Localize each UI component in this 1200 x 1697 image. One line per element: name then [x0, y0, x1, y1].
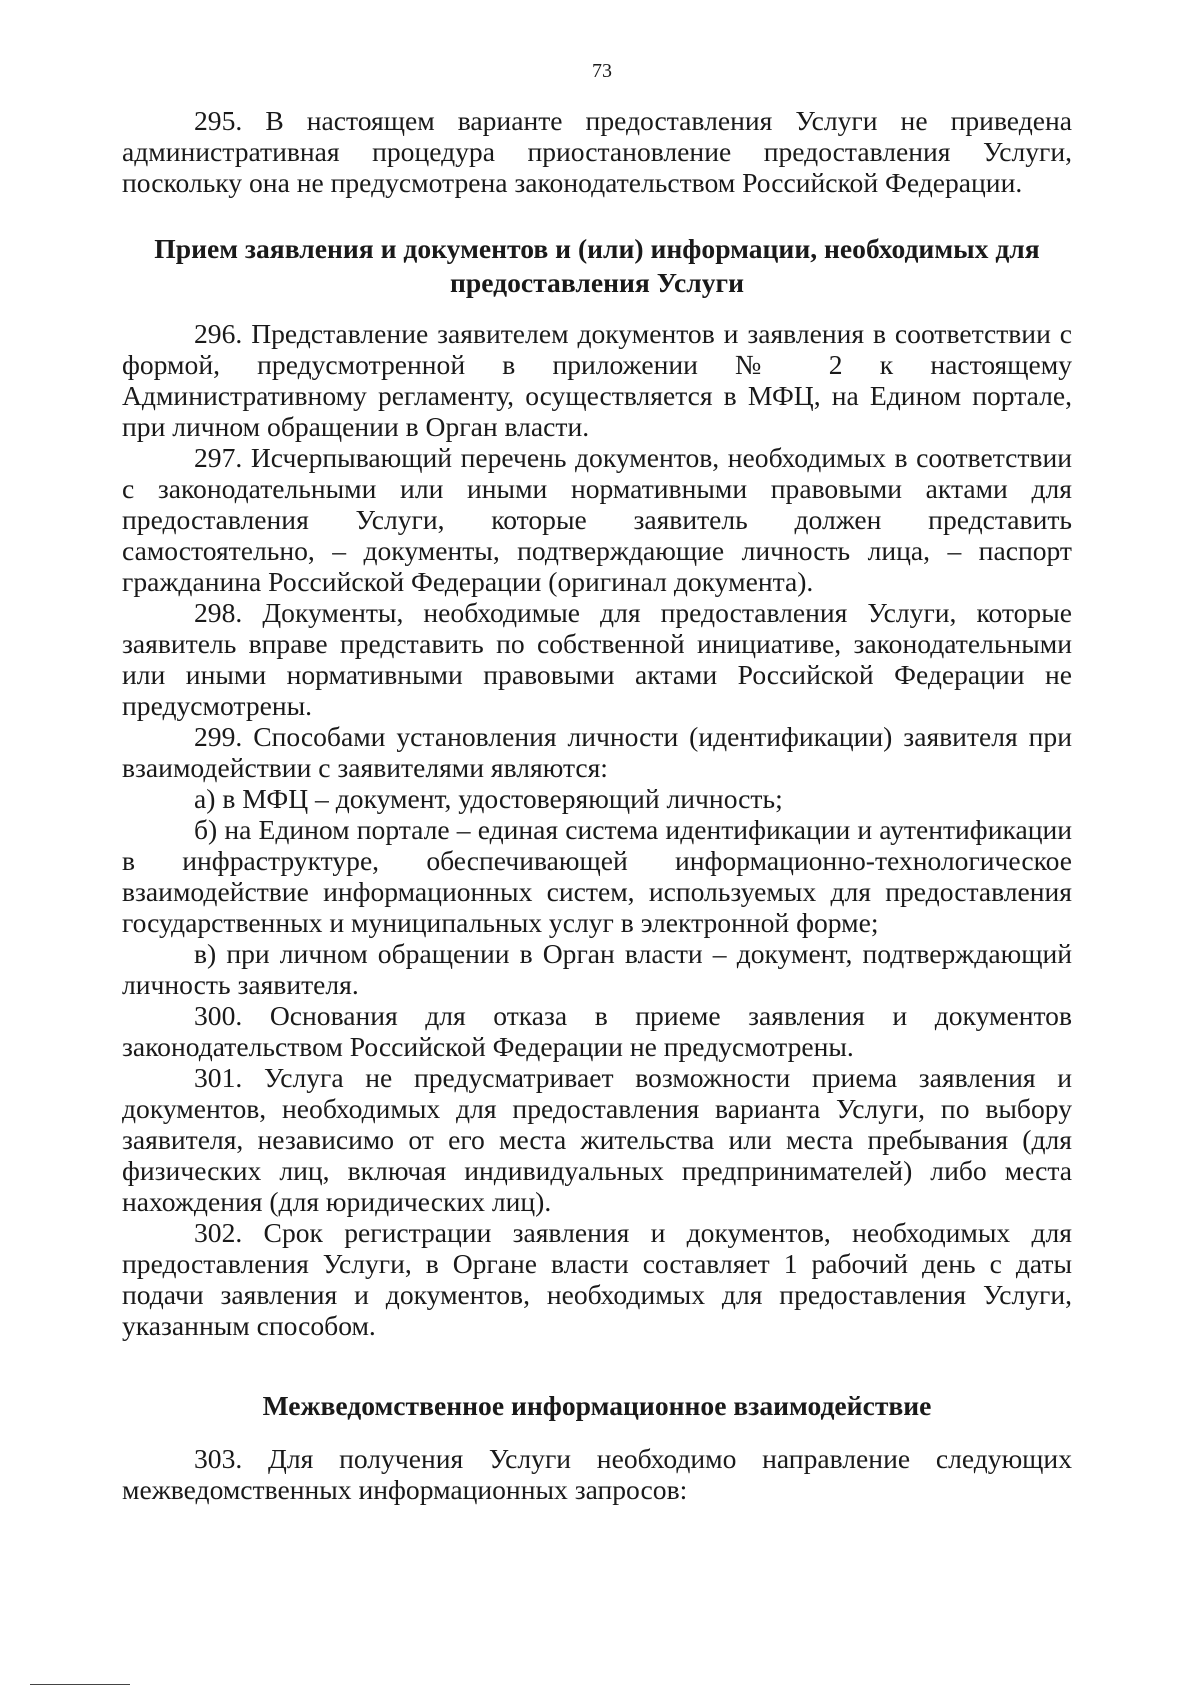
page-number: 73	[592, 60, 612, 82]
paragraph-296: 296. Представление заявителем документов и заявления в соответствии с формой, предусмотренной в приложении № 2 к настоящему Административному регламенту, осуществляется в МФЦ, на Едином портале, при личном обращении в Орган власти.	[122, 318, 1072, 442]
section-heading-reception: Прием заявления и документов и (или) информации, необходимых для предоставления Услуги	[154, 233, 1040, 298]
paragraph-298: 298. Документы, необходимые для предоставления Услуги, которые заявитель вправе представить по собственной инициативе, законодательными или иными нормативными правовыми актами Российской Федерации не предусмотрены.	[122, 597, 1072, 721]
list-item-v: в) при личном обращении в Орган власти – документ, подтверждающий личность заявителя.	[122, 938, 1072, 1000]
paragraph-301: 301. Услуга не предусматривает возможности приема заявления и документов, необходимых для предоставления варианта Услуги, по выбору заявителя, независимо от его места жительства или места пребывания (для физических лиц, включая индивидуальных предпринимателей) либо места нахождения (для юридических лиц).	[122, 1062, 1072, 1217]
list-item-b: б) на Едином портале – единая система идентификации и аутентификации в инфраструктуре, обеспечивающей информационно-технологическое взаимодействие информационных систем, используемых для предоставления государственных и муниципальных услуг в электронной форме;	[122, 814, 1072, 938]
paragraph-303: 303. Для получения Услуги необходимо направление следующих межведомственных информационных запросов:	[122, 1443, 1072, 1505]
paragraph-299: 299. Способами установления личности (идентификации) заявителя при взаимодействии с заявителями являются:	[122, 721, 1072, 783]
paragraph-302: 302. Срок регистрации заявления и документов, необходимых для предоставления Услуги, в Органе власти составляет 1 рабочий день с даты подачи заявления и документов, необходимых для предоставления Услуги, указанным способом.	[122, 1217, 1072, 1341]
footer-rule	[30, 1684, 130, 1685]
paragraph-300: 300. Основания для отказа в приеме заявления и документов законодательством Российской Федерации не предусмотрены.	[122, 1000, 1072, 1062]
section-heading-interagency: Межведомственное информационное взаимодействие	[262, 1390, 932, 1421]
paragraph-297: 297. Исчерпывающий перечень документов, необходимых в соответствии с законодательными или иными нормативными правовыми актами для предоставления Услуги, которые заявитель должен представить самостоятельно, – документы, подтверждающие личность лица, – паспорт гражданина Российской Федерации (оригинал документа).	[122, 442, 1072, 597]
list-item-a: а) в МФЦ – документ, удостоверяющий личность;	[194, 783, 783, 814]
paragraph-295: 295. В настоящем варианте предоставления Услуги не приведена административная процедура приостановление предоставления Услуги, поскольку она не предусмотрена законодательством Российской Федерации.	[122, 105, 1072, 198]
